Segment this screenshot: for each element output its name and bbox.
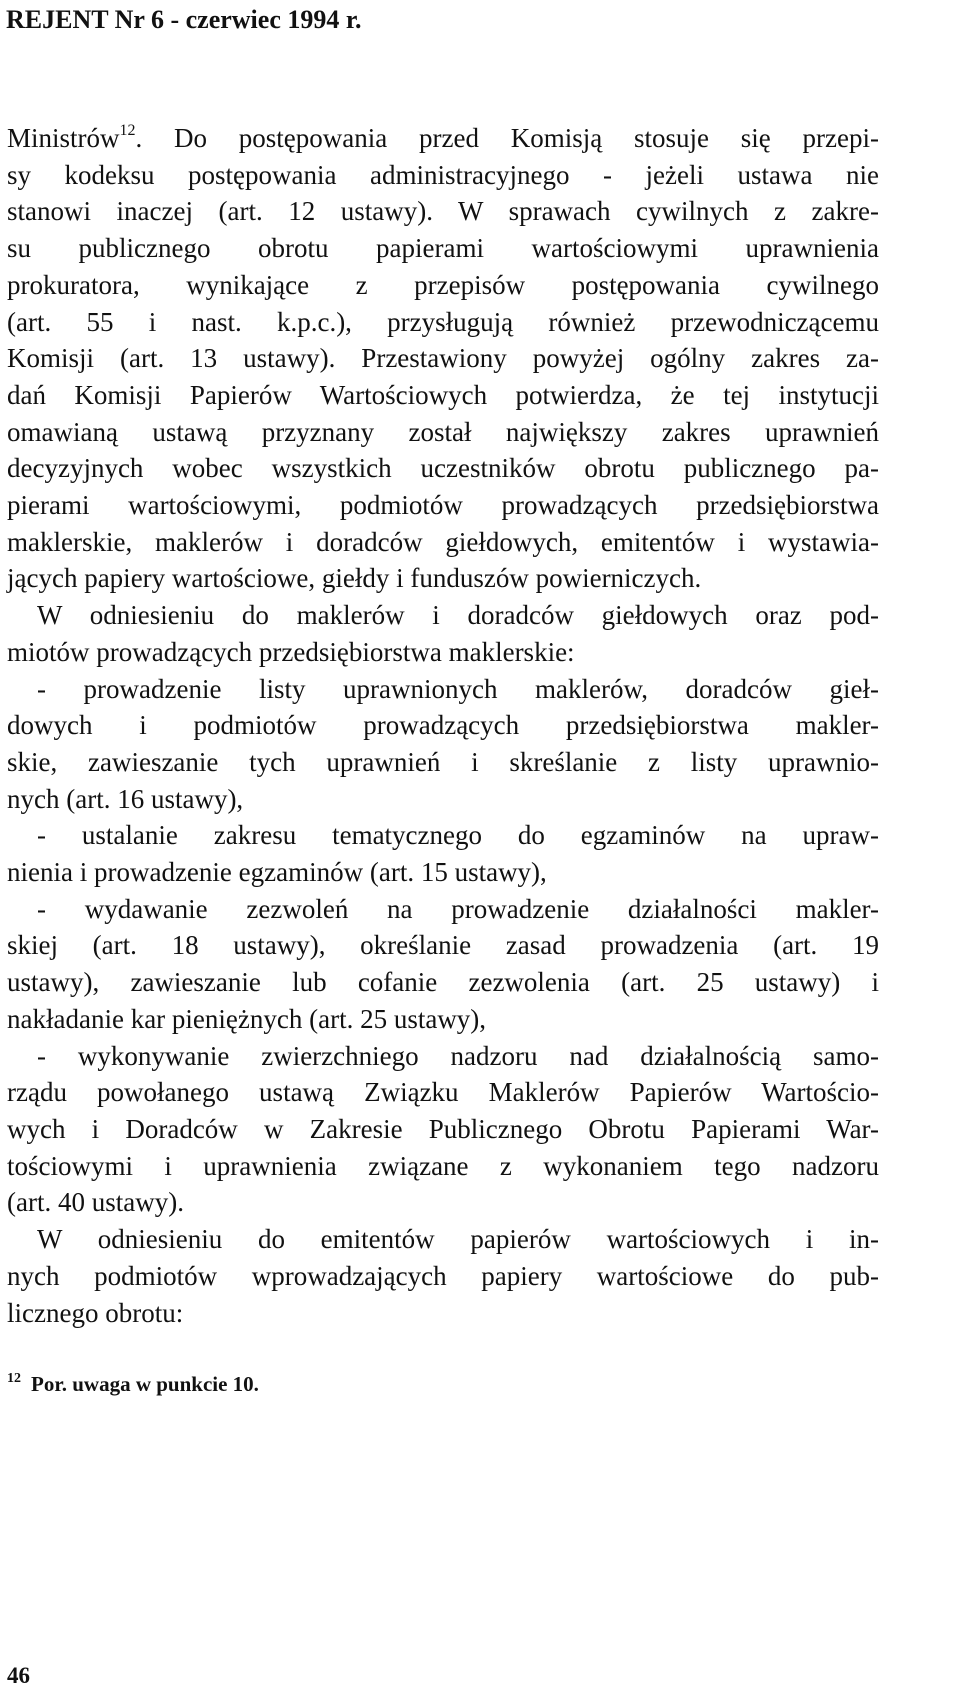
list-item-line: - wykonywanie zwierzchniego nadzoru nad działalnością samo-: [37, 1040, 879, 1071]
text-line: stanowi inaczej (art. 12 ustawy). W sprawach cywilnych z zakre-: [7, 196, 879, 227]
text-line: omawianą ustawą przyznany został największy zakres uprawnień: [7, 416, 879, 447]
footnote: [7, 1370, 259, 1398]
text-line: prokuratora, wynikające z przepisów postępowania cywilnego: [7, 269, 879, 300]
paragraph-start-line: W odniesieniu do maklerów i doradców giełdowych oraz pod-: [37, 600, 879, 631]
text-line: skie, zawieszanie tych uprawnień i skreślanie z listy uprawnio-: [7, 746, 879, 777]
text-line: (art. 55 i nast. k.p.c.), przysługują również przewodniczącemu: [7, 306, 879, 337]
text-line: nych podmiotów wprowadzających papiery wartościowe do pub-: [7, 1260, 879, 1291]
text-line: pierami wartościowymi, podmiotów prowadzących przedsiębiorstwa: [7, 490, 879, 521]
text-line: su publicznego obrotu papierami wartościowymi uprawnienia: [7, 233, 879, 264]
page-number: 46: [7, 1663, 30, 1688]
running-head: REJENT Nr 6 - czerwiec 1994 r.: [6, 5, 362, 34]
text-line: (art. 40 ustawy).: [7, 1187, 184, 1218]
list-item-line: - ustalanie zakresu tematycznego do egzaminów na upraw-: [37, 820, 879, 851]
footnote-mark: 12: [7, 1371, 21, 1386]
text-fragment: Ministrów: [7, 123, 120, 153]
list-item-line: - wydawanie zezwoleń na prowadzenie działalności makler-: [37, 893, 879, 924]
footnote-reference: 12: [119, 122, 136, 139]
text-line: wych i Doradców w Zakresie Publicznego Obrotu Papierami War-: [7, 1113, 879, 1144]
text-line: [7, 120, 879, 157]
text-line: dań Komisji Papierów Wartościowych potwierdza, że tej instytucji: [7, 379, 879, 410]
text-line: rządu powołanego ustawą Związku Maklerów Papierów Wartościo-: [7, 1077, 879, 1108]
text-line: dowych i podmiotów prowadzących przedsiębiorstwa makler-: [7, 710, 879, 741]
text-line: maklerskie, maklerów i doradców giełdowych, emitentów i wystawia-: [7, 526, 879, 557]
text-line: tościowymi i uprawnienia związane z wykonaniem tego nadzoru: [7, 1150, 879, 1181]
text-line: miotów prowadzących przedsiębiorstwa maklerskie:: [7, 636, 575, 667]
text-line: ustawy), zawieszanie lub cofanie zezwolenia (art. 25 ustawy) i: [7, 967, 879, 998]
text-line: sy kodeksu postępowania administracyjnego - jeżeli ustawa nie: [7, 159, 879, 190]
text-line: decyzyjnych wobec wszystkich uczestników obrotu publicznego pa-: [7, 453, 879, 484]
text-line: nienia i prowadzenie egzaminów (art. 15 ustawy),: [7, 857, 547, 888]
list-item-line: - prowadzenie listy uprawnionych maklerów, doradców gieł-: [37, 673, 879, 704]
paragraph-start-line: W odniesieniu do emitentów papierów wartościowych i in-: [37, 1224, 879, 1255]
text-line: licznego obrotu:: [7, 1297, 184, 1328]
text-line: skiej (art. 18 ustawy), określanie zasad prowadzenia (art. 19: [7, 930, 879, 961]
text-line: nakładanie kar pieniężnych (art. 25 ustawy),: [7, 1003, 487, 1034]
text-line: jących papiery wartościowe, giełdy i funduszów powierniczych.: [7, 563, 702, 594]
footnote-text: Por. uwaga w punkcie 10.: [31, 1372, 259, 1396]
text-line: Komisji (art. 13 ustawy). Przestawiony powyżej ogólny zakres za-: [7, 343, 879, 374]
text-fragment: . Do postępowania przed Komisją stosuje się przepi-: [135, 123, 879, 153]
article-body: [7, 120, 879, 1331]
text-line: nych (art. 16 ustawy),: [7, 783, 244, 814]
